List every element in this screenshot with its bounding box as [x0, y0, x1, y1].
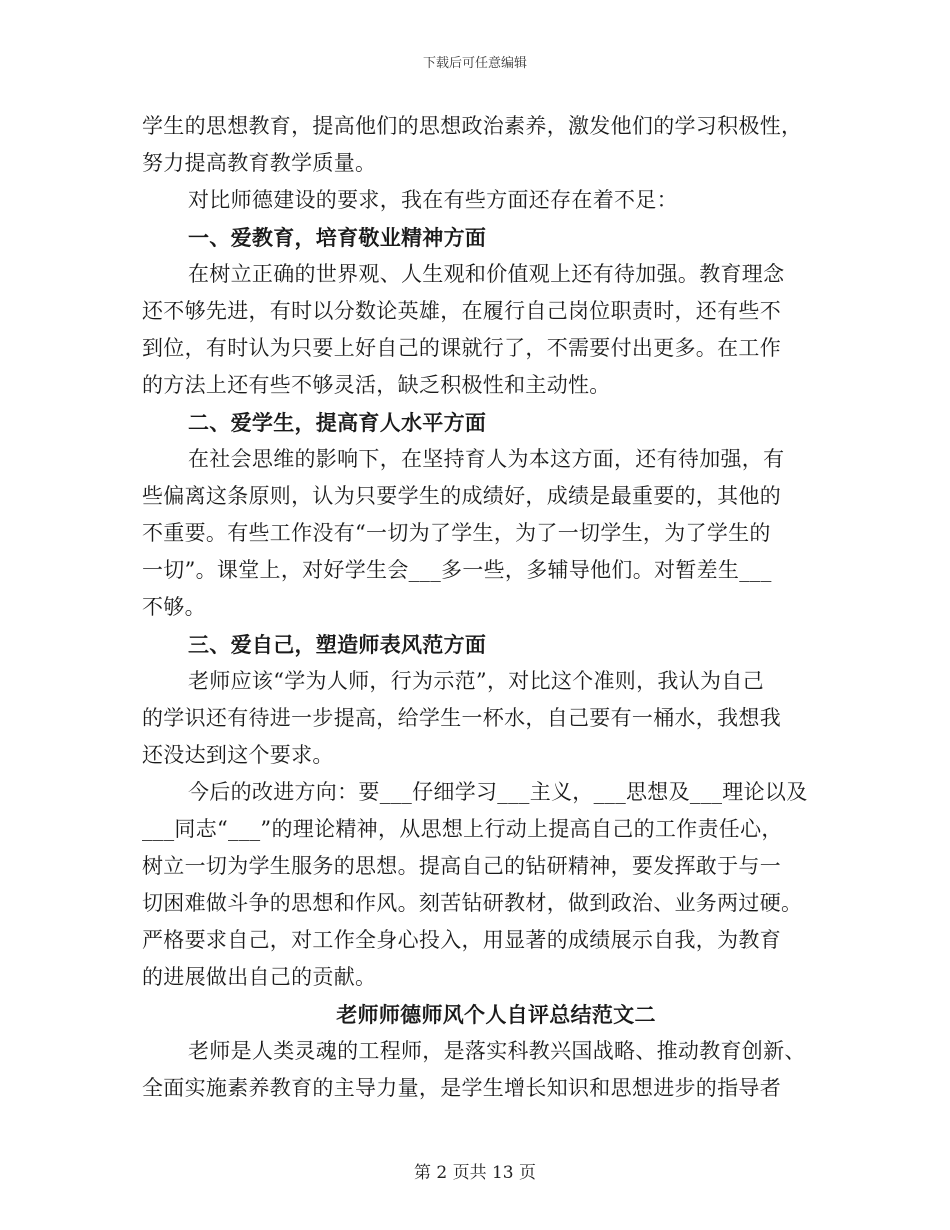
- paragraph-line: 在社会思维的影响下，在坚持育人为本这方面，还有待加强，有: [188, 447, 785, 471]
- paragraph-line: 不够。: [142, 595, 206, 619]
- paragraph-line: 今后的改进方向：要___仔细学习___主义，___思想及___理论以及: [188, 780, 808, 804]
- section-heading-2: 二、爱学生，提高育人水平方面: [188, 410, 487, 435]
- paragraph-line: 在树立正确的世界观、人生观和价值观上还有待加强。教育理念: [188, 262, 785, 286]
- paragraph-line: 还没达到这个要求。: [142, 743, 334, 767]
- paragraph-line: 不重要。有些工作没有“一切为了学生，为了一切学生，为了学生的: [142, 521, 771, 545]
- paragraph-line: 的方法上还有些不够灵活，缺乏积极性和主动性。: [142, 373, 611, 397]
- paragraph-line: 对比师德建设的要求，我在有些方面还存在着不足：: [188, 188, 678, 212]
- paragraph-line: 老师应该“学为人师，行为示范”，对比这个准则，我认为自己: [188, 669, 764, 693]
- paragraph-line: 的学识还有待进一步提高，给学生一杯水，自己要有一桶水，我想我: [142, 706, 781, 730]
- paragraph-line: 严格要求自己，对工作全身心投入，用显著的成绩展示自我，为教育: [142, 928, 781, 952]
- section-title: 老师师德师风个人自评总结范文二: [336, 1002, 656, 1027]
- section-heading-3: 三、爱自己，塑造师表风范方面: [188, 632, 487, 657]
- page-footer: 第 2 页共 13 页: [413, 1163, 537, 1183]
- paragraph-line: 树立一切为学生服务的思想。提高自己的钻研精神，要发挥敢于与一: [142, 854, 781, 878]
- section-heading-1: 一、爱教育，培育敬业精神方面: [188, 225, 487, 250]
- paragraph-line: 些偏离这条原则，认为只要学生的成绩好，成绩是最重要的，其他的: [142, 484, 781, 508]
- document-body: [142, 108, 810, 1107]
- paragraph-line: 学生的思想教育，提高他们的思想政治素养，激发他们的学习积极性，: [142, 114, 803, 138]
- paragraph-line: 到位，有时认为只要上好自己的课就行了，不需要付出更多。在工作: [142, 336, 781, 360]
- paragraph-line: 老师是人类灵魂的工程师，是落实科教兴国战略、推动教育创新、: [188, 1039, 806, 1063]
- paragraph-line: 一切”。课堂上，对好学生会___多一些，多辅导他们。对暂差生___: [142, 558, 772, 582]
- header-note: 下载后可任意编辑: [422, 56, 527, 71]
- paragraph-line: 还不够先进，有时以分数论英雄，在履行自己岗位职责时，还有些不: [142, 299, 781, 323]
- paragraph-line: 切困难做斗争的思想和作风。刻苦钻研教材，做到政治、业务两过硬。: [142, 891, 803, 915]
- paragraph-line: 的进展做出自己的贡献。: [142, 965, 377, 989]
- paragraph-line: 全面实施素养教育的主导力量，是学生增长知识和思想进步的指导者: [142, 1076, 781, 1100]
- paragraph-line: ___同志“___”的理论精神，从思想上行动上提高自己的工作责任心，: [142, 817, 783, 841]
- paragraph-line: 努力提高教育教学质量。: [142, 151, 377, 175]
